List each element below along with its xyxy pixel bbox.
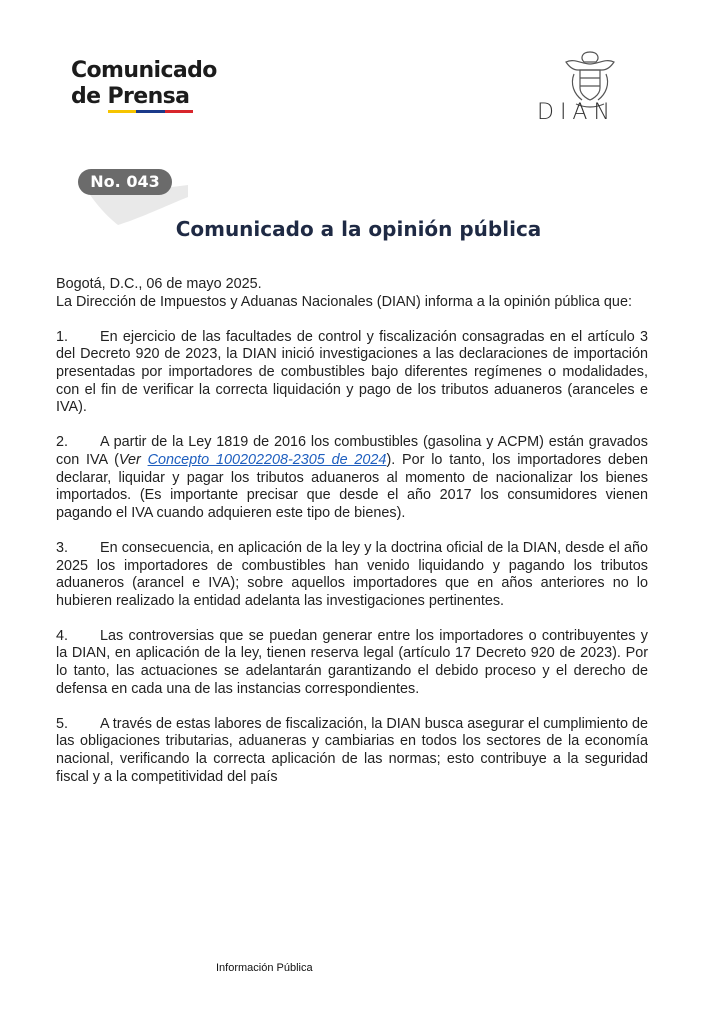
flag-stripe (108, 110, 193, 113)
list-item: 3. En consecuencia, en aplicación de la ley y la doctrina oficial de la DIAN, desde el año 2025 los importadores de combustibles han venido liquidando y pagando los tributos aduaneros (arancel e IVA); sobre aquellos importadores que en años anteriores no lo hubieren realizado la entidad adelanta las investigaciones pertinentes. (56, 539, 648, 609)
footer-classification: Información Pública (216, 962, 313, 974)
page-heading: Comunicado a la opinión pública (175, 217, 542, 241)
release-body (56, 276, 648, 786)
intro-paragraph: La Dirección de Impuestos y Aduanas Nacionales (DIAN) informa a la opinión pública que: (56, 293, 632, 310)
dateline: Bogotá, D.C., 06 de mayo 2025. (56, 276, 262, 292)
list-item: 2. A partir de la Ley 1819 de 2016 los combustibles (gasolina y ACPM) están gravados con IVA (Ver Concepto 100202208-2305 de 2024). Por lo tanto, los importadores deben declarar, liquidar y pagar los tributos aduaneros al momento de nacionalizar los bienes importados. (Es importante precisar que desde el año 2017 los consumidores vienen pagando el IVA cuando adquieren este tipo de bienes). (56, 434, 648, 521)
press-release-title (71, 58, 217, 110)
list-item: 1. En ejercicio de las facultades de control y fiscalización consagradas en el artículo 3 del Decreto 920 de 2023, la DIAN inició investigaciones a las declaraciones de importación presentadas por importadores de combustibles bajo diferentes regímenes o modalidades, con el fin de verificar la correcta liquidación y pago de los tributos aduaneros (aranceles e IVA). (56, 328, 648, 416)
list-item: 4. Las controversias que se puedan generar entre los importadores o contribuyentes y la DIAN, en aplicación de la ley, tienen reserva legal (artículo 17 Decreto 920 de 2023). Por lo tanto, las actuaciones se adelantarán garantizando el debido proceso y el derecho de defensa en cada una de las instancias correspondientes. (56, 627, 648, 697)
title-line-2: de Prensa (71, 84, 190, 109)
release-number-badge: No. 043 (78, 169, 172, 195)
dian-logo-text: DIAN (537, 100, 616, 125)
list-item: 5. A través de estas labores de fiscalización, la DIAN busca asegurar el cumplimiento de las obligaciones tributarias, aduaneras y cambiarias en todos los sectores de la economía nacional, verificando la correcta aplicación de las normas; esto contribuye a la seguridad fiscal y a la competitividad del país (56, 715, 648, 785)
concept-link[interactable]: Concepto 100202208-2305 de 2024 (147, 451, 387, 468)
title-line-1: Comunicado (71, 58, 217, 83)
